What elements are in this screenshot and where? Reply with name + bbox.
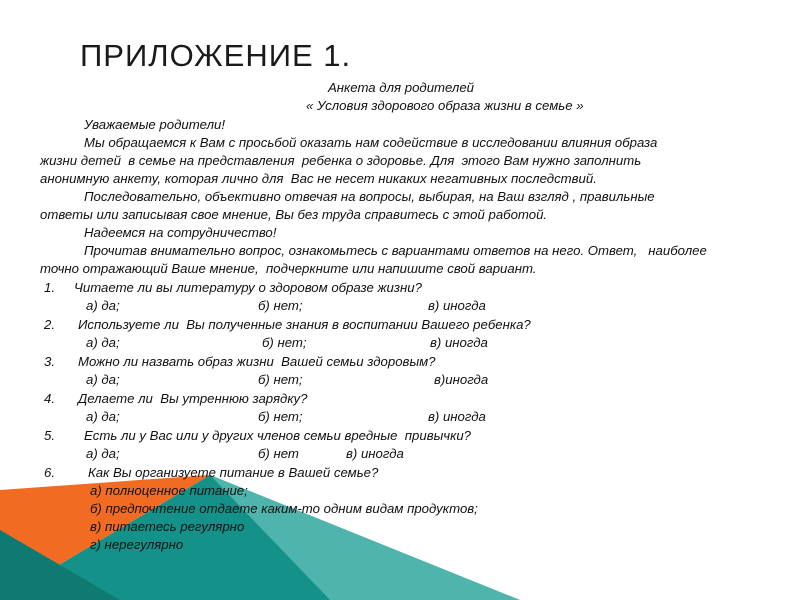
answer-option-a[interactable]: а) да; xyxy=(86,372,120,387)
question-number: 1. xyxy=(44,280,55,295)
answer-option-c[interactable]: в) питаетесь регулярно xyxy=(90,519,245,534)
question-number: 3. xyxy=(44,354,55,369)
paragraph-2-line-1: Последовательно, объективно отвечая на вопросы, выбирая, на Ваш взгляд , правильные xyxy=(84,189,655,204)
question-number: 5. xyxy=(44,428,55,443)
answer-option-c[interactable]: в) иногда xyxy=(346,446,404,461)
question-text: Делаете ли Вы утреннюю зарядку? xyxy=(78,391,308,406)
question-text: Используете ли Вы полученные знания в воспитании Вашего ребенка? xyxy=(78,317,531,332)
answer-option-b[interactable]: б) нет; xyxy=(258,409,303,424)
answer-option-b[interactable]: б) нет; xyxy=(262,335,307,350)
question-text: Можно ли назвать образ жизни Вашей семьи здоровым? xyxy=(78,354,436,369)
question-text: Читаете ли вы литературу о здоровом образе жизни? xyxy=(74,280,422,295)
paragraph-3-line-2: точно отражающий Ваше мнение, подчеркните или напишите свой вариант. xyxy=(40,261,537,276)
paragraph-3-line-1: Прочитав внимательно вопрос, ознакомьтесь с вариантами ответов на него. Ответ, наиболее xyxy=(84,243,707,258)
question-number: 4. xyxy=(44,391,55,406)
answer-option-b[interactable]: б) нет; xyxy=(258,372,303,387)
question-number: 2. xyxy=(44,317,55,332)
header-title: Анкета для родителей xyxy=(328,80,475,95)
greeting: Уважаемые родители! xyxy=(84,117,226,132)
paragraph-1-line-1: Мы обращаемся к Вам с просьбой оказать нам содействие в исследовании влияния образа xyxy=(84,135,658,150)
answer-option-c[interactable]: в) иногда xyxy=(430,335,488,350)
slide-title: ПРИЛОЖЕНИЕ 1. xyxy=(80,38,352,73)
answer-option-b[interactable]: б) нет xyxy=(258,446,299,461)
paragraph-1-line-3: анонимную анкету, которая лично для Вас не несет никаких негативных последствий. xyxy=(40,171,597,186)
answer-option-d[interactable]: г) нерегулярно xyxy=(90,537,184,552)
answer-option-b[interactable]: б) предпочтение отдаете каким-то одним видам продуктов; xyxy=(90,501,478,516)
thanks-line: Надеемся на сотрудничество! xyxy=(84,225,277,240)
answer-option-c[interactable]: в) иногда xyxy=(428,298,486,313)
answer-option-a[interactable]: а) да; xyxy=(86,446,120,461)
answer-option-a[interactable]: а) полноценное питание; xyxy=(90,483,248,498)
question-number: 6. xyxy=(44,465,55,480)
question-text: Есть ли у Вас или у других членов семьи вредные привычки? xyxy=(84,428,471,443)
paragraph-1-line-2: жизни детей в семье на представления ребенка о здоровье. Для этого Вам нужно заполнить xyxy=(40,153,642,168)
answer-option-a[interactable]: а) да; xyxy=(86,335,120,350)
paragraph-2-line-2: ответы или записывая свое мнение, Вы без труда справитесь с этой работой. xyxy=(40,207,548,222)
answer-option-c[interactable]: в)иногда xyxy=(434,372,489,387)
answer-option-c[interactable]: в) иногда xyxy=(428,409,486,424)
answer-option-a[interactable]: а) да; xyxy=(86,409,120,424)
answer-option-b[interactable]: б) нет; xyxy=(258,298,303,313)
header-subtitle: « Условия здорового образа жизни в семье » xyxy=(306,98,584,113)
answer-option-a[interactable]: а) да; xyxy=(86,298,120,313)
question-text: Как Вы организуете питание в Вашей семье? xyxy=(88,465,379,480)
